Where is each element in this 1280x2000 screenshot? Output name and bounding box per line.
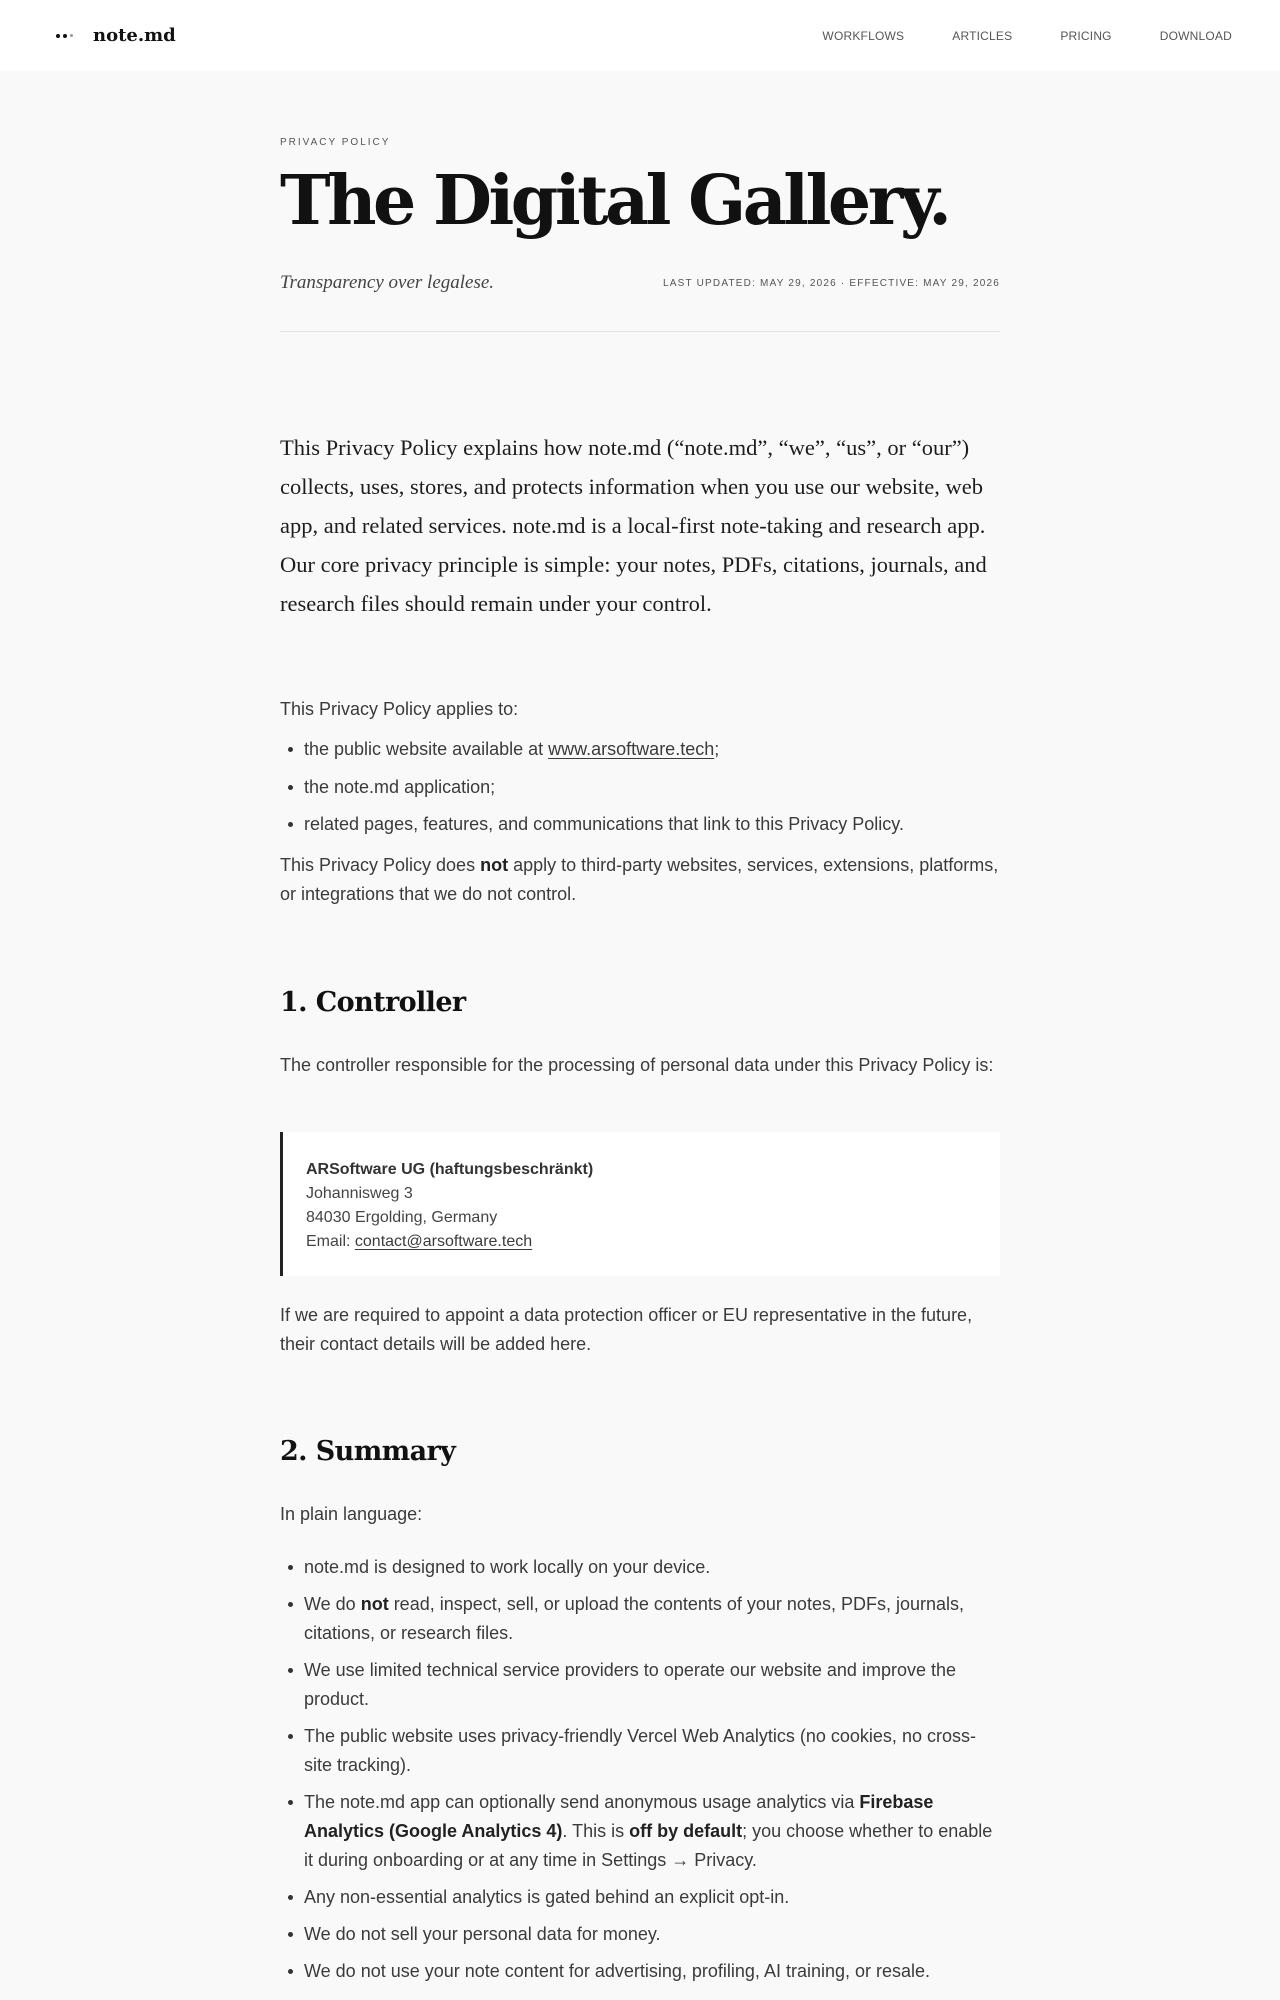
applies-lead: This Privacy Policy applies to: [280,699,519,719]
company-name: ARSoftware UG (haftungsbeschränkt) [306,1161,594,1178]
email-line: Email: contact@arsoftware.tech [306,1233,533,1250]
header-divider [280,331,1000,332]
main-nav [822,29,1232,43]
brand[interactable] [56,25,176,46]
not-applies-paragraph: This Privacy Policy does not apply to third-party websites, services, extensions, platforms, or integrations that we do not control. [280,855,999,904]
list-item: We use limited technical service providers to operate our website and improve the product. [280,1656,1000,1714]
nav-workflows[interactable]: WORKFLOWS [822,28,905,43]
list-item: We do not read, inspect, sell, or upload the contents of your notes, PDFs, journals, citations, or research files. [280,1590,1000,1648]
street-address: Johannisweg 3 [306,1185,413,1202]
subtitle-row [280,272,1000,294]
list-item: We do not sell your personal data for money. [280,1920,1000,1949]
list-item: the note.md application; [280,773,1000,802]
nav-pricing[interactable]: PRICING [1060,28,1112,43]
list-item: Any non-essential analytics is gated behind an explicit opt-in. [280,1883,1000,1912]
eyebrow-label: PRIVACY POLICY [280,137,391,148]
contact-email-link[interactable]: contact@arsoftware.tech [354,1233,533,1250]
page-title: The Digital Gallery. [280,161,949,241]
summary-lead: In plain language: [280,1504,423,1524]
summary-list [280,1553,1000,1986]
list-item: related pages, features, and communications that link to this Privacy Policy. [280,810,1000,839]
website-link[interactable]: www.arsoftware.tech [548,739,715,759]
section-heading-controller: 1. Controller [280,987,466,1018]
nav-articles[interactable]: ARTICLES [952,28,1013,43]
dpo-paragraph: If we are required to appoint a data protection officer or EU representative in the future, their contact details will be added here. [280,1305,973,1354]
intro-paragraph: This Privacy Policy explains how note.md (“note.md”, “we”, “us”, or “our”) collects, uses, stores, and protects information when you use our website, web app, and related services. note.md is a local-first note-taking and research app. Our core privacy principle is simple: your notes, PDFs, citations, journals, and research files should remain under your control. [280,435,987,616]
section-heading-summary: 2. Summary [280,1436,456,1467]
controller-lead: The controller responsible for the processing of personal data under this Privacy Policy is: [280,1055,994,1075]
city-address: 84030 Ergolding, Germany [306,1209,498,1226]
list-item: the public website available at www.arsoftware.tech; [280,735,1000,764]
applies-list [280,735,1000,839]
list-item: note.md is designed to work locally on your device. [280,1553,1000,1582]
nav-download[interactable]: DOWNLOAD [1159,28,1232,43]
list-item: The note.md app can optionally send anonymous usage analytics via Firebase Analytics (Google Analytics 4). This is off by default; you choose whether to enable it during onboarding or at any time in Settings → Privacy. [280,1788,1000,1875]
controller-address-card [280,1132,1000,1276]
list-item: The public website uses privacy-friendly Vercel Web Analytics (no cookies, no cross-site tracking). [280,1722,1000,1780]
policy-dates: LAST UPDATED: MAY 29, 2026 · EFFECTIVE: MAY 29, 2026 [663,277,1000,289]
top-navigation-bar [0,0,1280,71]
list-item: We do not use your note content for advertising, profiling, AI training, or resale. [280,1957,1000,1986]
tagline: Transparency over legalese. [280,272,495,293]
logo-dots-icon [56,34,73,38]
brand-name[interactable]: note.md [93,25,176,46]
